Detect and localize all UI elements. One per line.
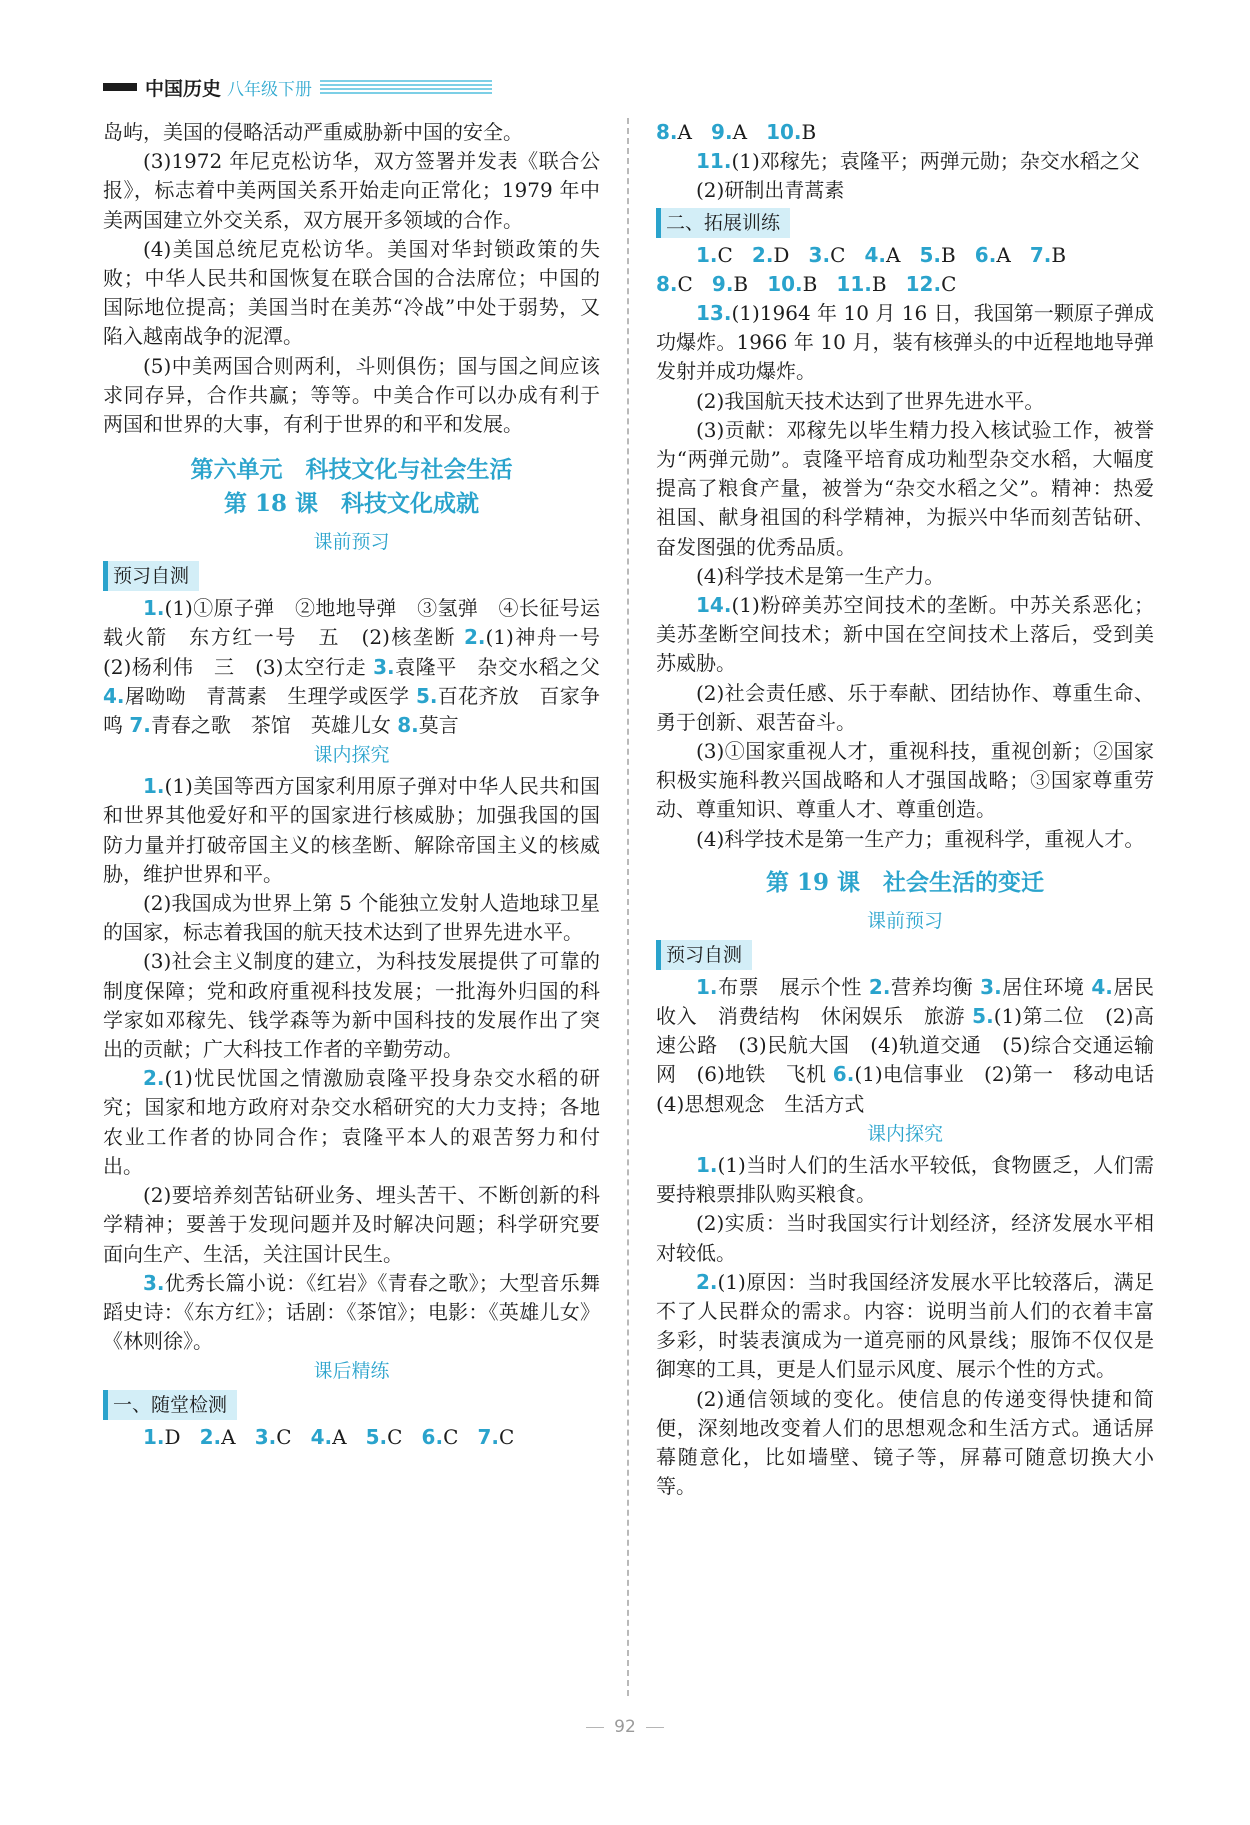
right-column — [656, 118, 1174, 1501]
answer: (2)实质：当时我国实行计划经济，经济发展水平相对较低。 — [656, 1211, 1154, 1265]
answer: 2.(1)原因：当时我国经济发展水平比较落后，满足不了人民群众的需求。内容：说明当前人们的衣着丰富多彩，时装表演成为一道亮丽的风景线；服饰不仅仅是御寒的工具，更是人们显示风度、展示个性的方式。 — [656, 1269, 1154, 1382]
paragraph: (4)美国总统尼克松访华。美国对华封锁政策的失败；中华人民共和国恢复在联合国的合法席位；中国的国际地位提高；美国当时在美苏“冷战”中处于弱势，又陷入越南战争的泥潭。 — [103, 236, 600, 349]
answer: (2)社会责任感、乐于奉献、团结协作、尊重生命、勇于创新、艰苦奋斗。 — [656, 680, 1154, 734]
section-tag: 预习自测 — [656, 940, 752, 970]
grade-label: 八年级下册 — [227, 79, 313, 100]
answer: (4)科学技术是第一生产力；重视科学，重视人才。 — [696, 826, 1145, 851]
section-tag: 一、随堂检测 — [103, 1390, 237, 1420]
quiz-answers: 1.C 2.D 3.C 4.A 5.B 6.A 7.B — [696, 242, 1067, 267]
header-stripes-icon — [320, 80, 492, 94]
paragraph: (3)1972 年尼克松访华，双方签署并发表《联合公报》，标志着中美两国关系开始走向正常化；1979 年中美两国建立外交关系，双方展开多领域的合作。 — [103, 149, 600, 232]
section-tag: 预习自测 — [103, 561, 199, 591]
answer: (3)社会主义制度的建立，为科技发展提供了可靠的制度保障；党和政府重视科技发展；一批海外归国的科学家如邓稼先、钱学森等为新中国科技的发展作出了突出的贡献；广大科技工作者的辛勤劳动。 — [103, 949, 600, 1062]
page-header — [103, 72, 492, 102]
answer: 1.(1)当时人们的生活水平较低，食物匮乏，人们需要持粮票排队购买粮食。 — [656, 1152, 1154, 1207]
answer: (2)要培养刻苦钻研业务、埋头苦干、不断创新的科学精神；要善于发现问题并及时解决问题；科学研究要面向生产、生活，关注国计民生。 — [103, 1183, 600, 1266]
subject-title: 中国历史 — [145, 77, 222, 100]
answer: (2)研制出青蒿素 — [696, 178, 845, 203]
section-heading: 课后精练 — [313, 1360, 390, 1383]
section-heading: 课前预习 — [866, 909, 943, 932]
lesson-title: 第 19 课 社会生活的变迁 — [765, 868, 1045, 896]
answer: 11.(1)邓稼先；袁隆平；两弹元勋；杂交水稻之父 — [696, 149, 1140, 174]
answer: (4)科学技术是第一生产力。 — [696, 563, 945, 588]
column-divider — [627, 118, 629, 1696]
answer: 14.(1)粉碎美苏空间技术的垄断。中苏关系恶化；美苏垄断空间技术；新中国在空间技术上落后，受到美苏威胁。 — [656, 593, 1154, 676]
page-number: 92 — [0, 1717, 1250, 1737]
quiz-answers: 8.A 9.A 10.B — [656, 120, 817, 144]
answer: 2.(1)忧民忧国之情激励袁隆平投身杂交水稻的研究；国家和地方政府对杂交水稻研究的大力支持；各地农业工作者的协同合作；袁隆平本人的艰苦努力和付出。 — [103, 1066, 600, 1178]
section-heading: 课前预习 — [313, 531, 390, 554]
unit-title: 第六单元 科技文化与社会生活 — [190, 456, 513, 484]
answer-block: 1.(1)①原子弹 ②地地导弹 ③氢弹 ④长征号运载火箭 东方红一号 五 (2)核垄断 2.(1)神舟一号 (2)杨利伟 三 (3)太空行走 3.袁隆平 杂交水稻之父 4.屠呦呦 青蒿素 生理学或医学 5.百花齐放 百家争鸣 7.青春之歌 茶馆 英雄儿女 8.莫言 — [103, 596, 620, 738]
answer: 3.优秀长篇小说：《红岩》《青春之歌》；大型音乐舞蹈史诗：《东方红》；话剧：《茶馆》；电影：《英雄儿女》《林则徐》。 — [103, 1270, 600, 1354]
answer: (2)我国航天技术达到了世界先进水平。 — [696, 388, 1045, 413]
answer: 13.(1)1964 年 10 月 16 日，我国第一颗原子弹成功爆炸。1966 年 10 月，装有核弹头的中近程地地导弹发射并成功爆炸。 — [656, 301, 1154, 384]
quiz-answers: 1.D 2.A 3.C 4.A 5.C 6.C 7.C — [143, 1425, 515, 1450]
left-column — [103, 118, 620, 1453]
answer-block: 1.布票 展示个性 2.营养均衡 3.居住环境 4.居民收入 消费结构 休闲娱乐 旅游 5.(1)第二位 (2)高速公路 (3)民航大国 (4)轨道交通 (5)综合交通运输网 (6)地铁 飞机 6.(1)电信事业 (2)第一 移动电话 (4)思想观念 生活方式 — [656, 974, 1174, 1116]
answer: (2)通信领域的变化。使信息的传递变得快捷和简便，深刻地改变着人们的思想观念和生活方式。通话屏幕随意化，比如墙壁、镜子等，屏幕可随意切换大小等。 — [656, 1386, 1154, 1499]
answer: (2)我国成为世界上第 5 个能独立发射人造地球卫星的国家，标志着我国的航天技术达到了世界先进水平。 — [103, 891, 600, 945]
answer: (3)贡献：邓稼先以毕生精力投入核试验工作，被誉为“两弹元勋”。袁隆平培育成功籼型杂交水稻，大幅度提高了粮食产量，被誉为“杂交水稻之父”。精神：热爱祖国、献身祖国的科学精神，为振兴中华而刻苦钻研、奋发图强的优秀品质。 — [656, 417, 1154, 559]
header-bar-icon — [103, 83, 137, 91]
section-tag: 二、拓展训练 — [656, 208, 790, 238]
answer: (3)①国家重视人才，重视科技，重视创新；②国家积极实施科教兴国战略和人才强国战略；③国家尊重劳动、尊重知识、尊重人才、尊重创造。 — [656, 739, 1154, 822]
quiz-answers: 8.C 9.B 10.B 11.B 12.C — [656, 271, 957, 296]
paragraph: (5)中美两国合则两利，斗则俱伤；国与国之间应该求同存异，合作共赢；等等。中美合作可以办成有利于两国和世界的大事，有利于世界的和平和发展。 — [103, 353, 600, 437]
lesson-title: 第 18 课 科技文化成就 — [223, 490, 480, 518]
section-heading: 课内探究 — [866, 1122, 943, 1145]
section-heading: 课内探究 — [313, 744, 390, 767]
answer: 1.(1)美国等西方国家利用原子弹对中华人民共和国和世界其他爱好和平的国家进行核威胁；加强我国的国防力量并打破帝国主义的核垄断、解除帝国主义的核威胁，维护世界和平。 — [103, 774, 600, 886]
paragraph: 岛屿，美国的侵略活动严重威胁新中国的安全。 — [103, 120, 523, 144]
